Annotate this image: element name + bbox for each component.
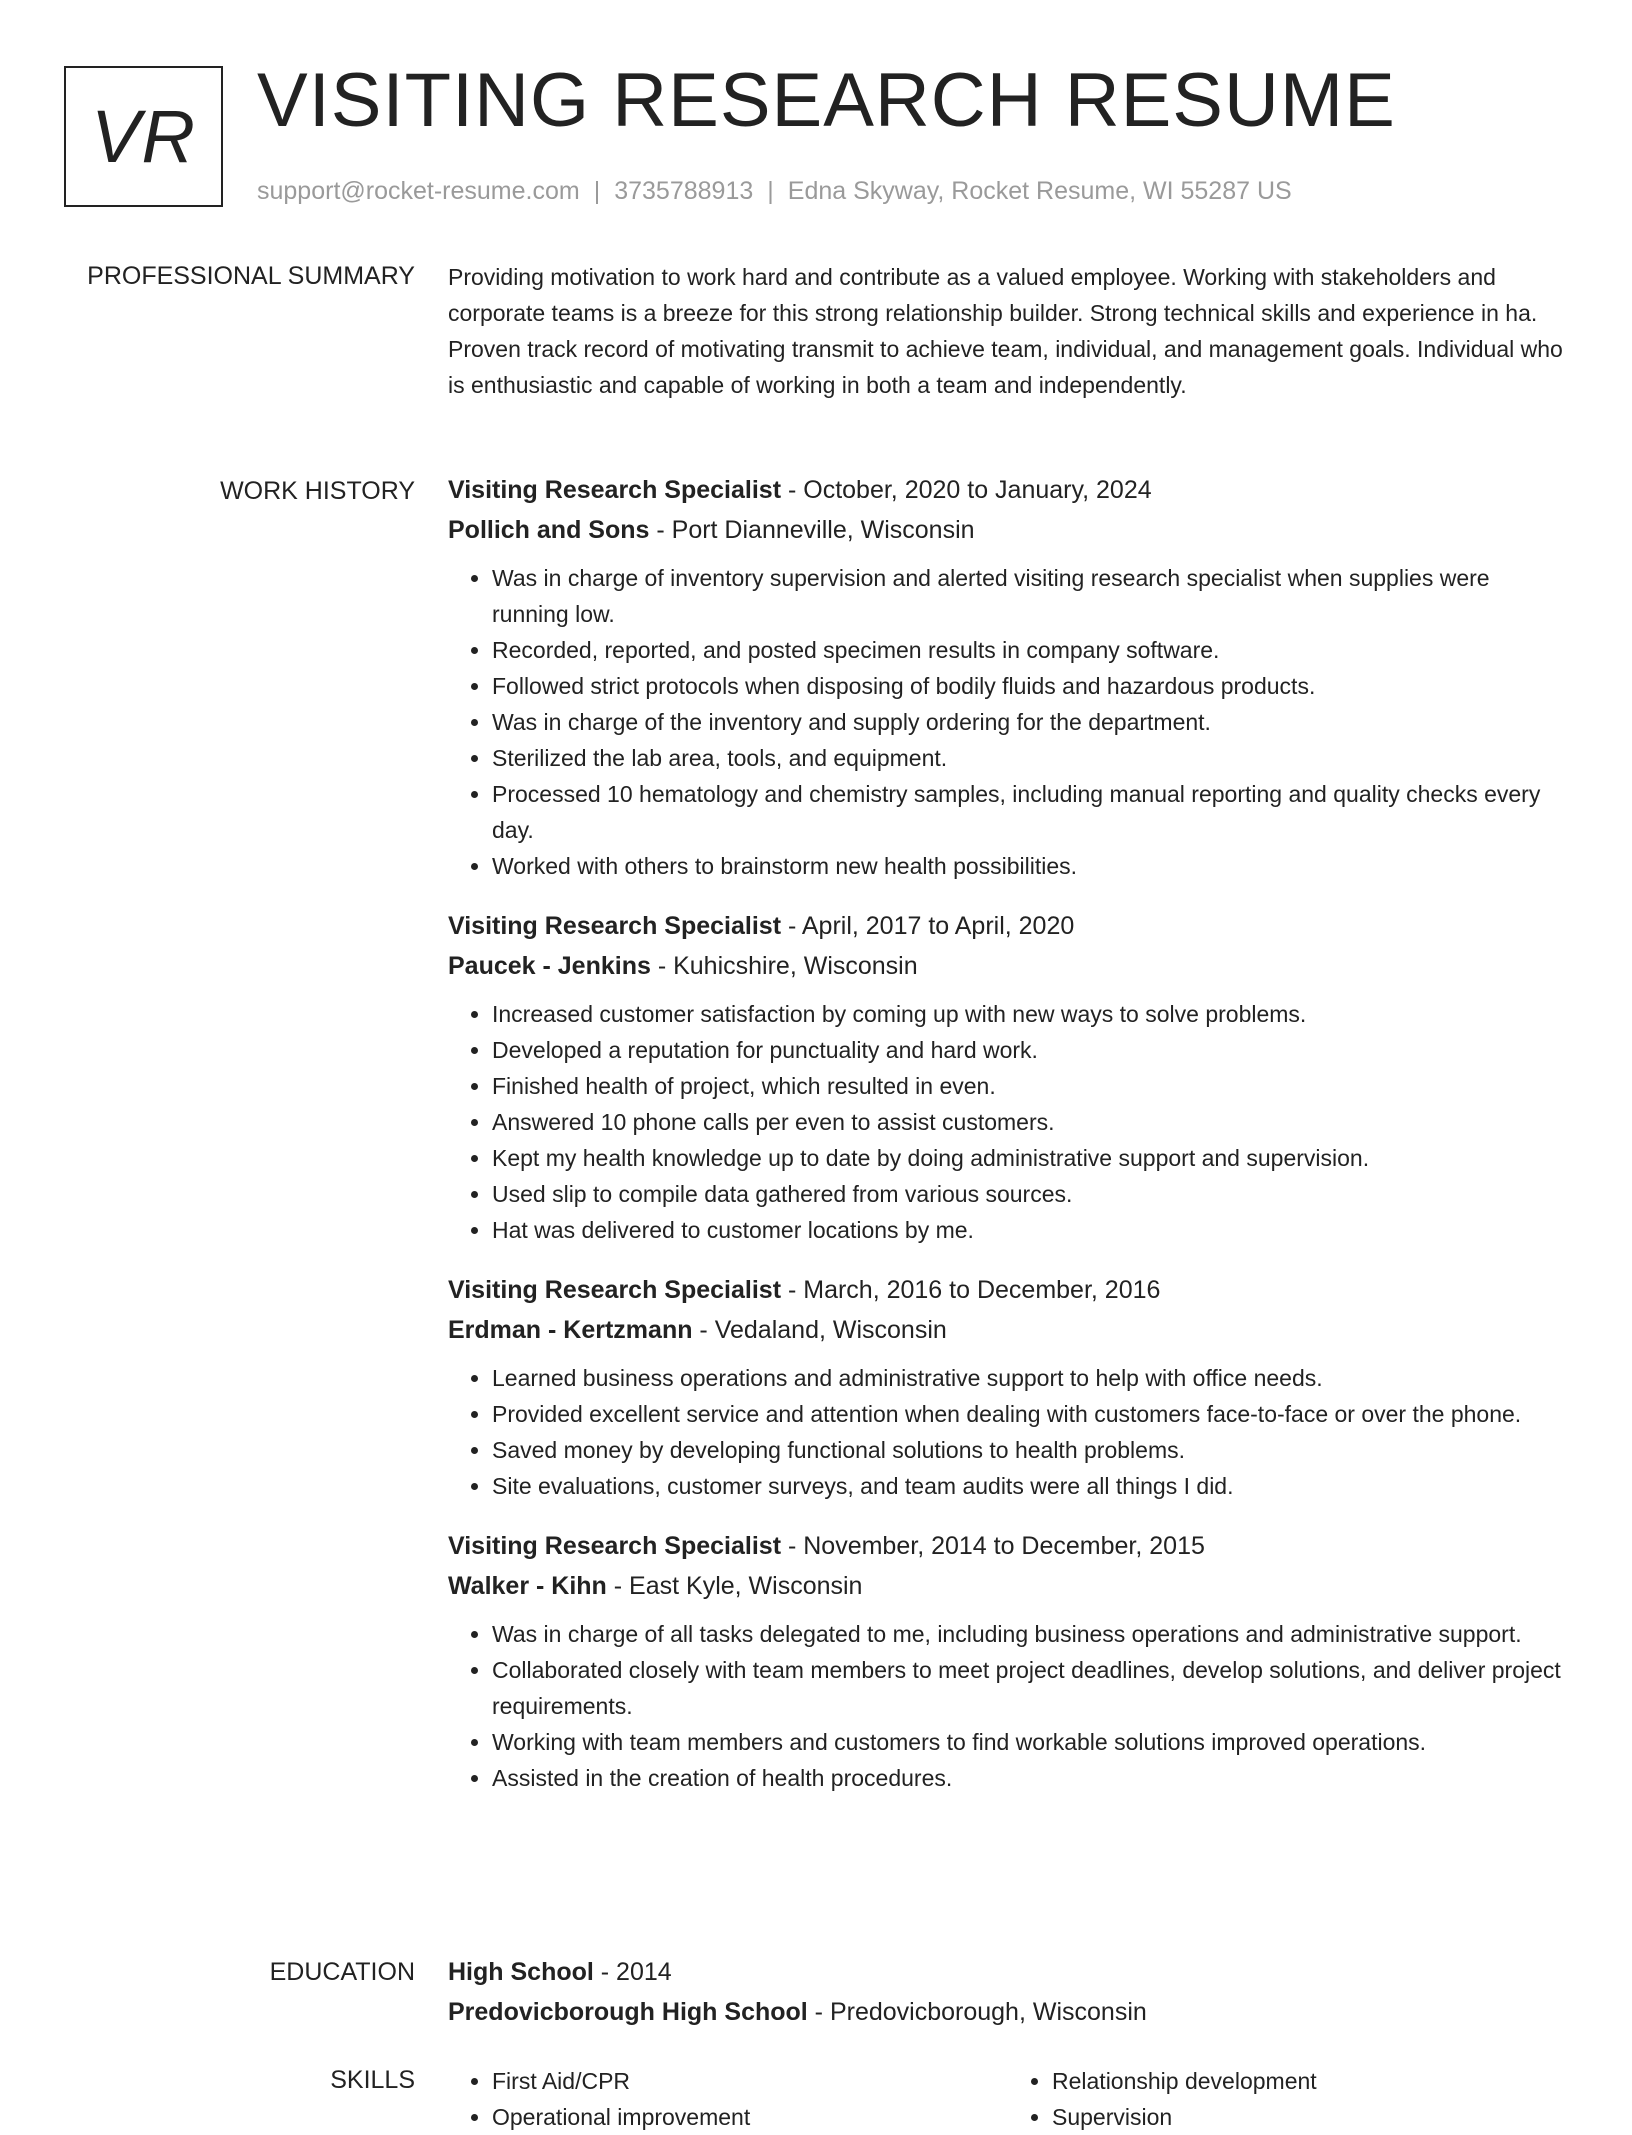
job-company: Pollich and Sons: [448, 516, 650, 544]
job-bullet: • Increased customer satisfaction by coming up with new ways to solve problems.: [492, 996, 1568, 1032]
contact-line: [257, 174, 1292, 208]
job-bullets: [448, 1360, 1568, 1504]
job-company: Erdman - Kertzmann: [448, 1316, 693, 1344]
job-bullets: [448, 560, 1568, 884]
job-bullet: • Provided excellent service and attention when dealing with customers face-to-face or over the phone.: [492, 1396, 1568, 1432]
job-company-line: [448, 946, 1568, 986]
job-entry: [448, 906, 1568, 1248]
contact-address: Edna Skyway, Rocket Resume, WI 55287 US: [787, 177, 1292, 205]
summary-text: Providing motivation to work hard and contribute as a valued employee. Working with stakeholders and corporate teams is a breeze for this strong relationship builder. Strong technical skills and experience in ha. Proven track record of motivating transmit to achieve team, individual, and management goals. Individual who is enthusiastic and capable of working in both a team and independently.: [448, 264, 1563, 398]
job-title-line: [448, 906, 1568, 946]
education-section: [448, 1952, 1568, 2032]
job-company-line: [448, 510, 1568, 550]
job-bullets: [448, 1616, 1568, 1796]
contact-phone: 3735788913: [614, 177, 754, 205]
skills-list-right: [1008, 2063, 1568, 2135]
job-company-line: [448, 1310, 1568, 1350]
skill-item: • Supervision: [1052, 2099, 1568, 2135]
skill-item: • Relationship development: [1052, 2063, 1568, 2099]
section-label-skills: SKILLS: [330, 2066, 415, 2094]
section-label-education: EDUCATION: [269, 1958, 415, 1986]
skills-list-left: [448, 2063, 1008, 2135]
education-school: Predovicborough High School: [448, 1998, 808, 2026]
monogram-logo: VR: [64, 66, 223, 207]
skill-item: • Operational improvement: [492, 2099, 1008, 2135]
job-title: Visiting Research Specialist: [448, 1276, 782, 1304]
job-bullet: • Recorded, reported, and posted specimen results in company software.: [492, 632, 1568, 668]
job-company-line: [448, 1566, 1568, 1606]
contact-separator: |: [767, 177, 774, 205]
job-bullet: • Sterilized the lab area, tools, and equipment.: [492, 740, 1568, 776]
job-bullets: [448, 996, 1568, 1248]
resume-title: VISITING RESEARCH RESUME: [257, 58, 1396, 143]
contact-email: support@rocket-resume.com: [257, 177, 580, 205]
skills-section: [448, 2063, 1568, 2135]
job-company: Paucek - Jenkins: [448, 952, 651, 980]
education-year: - 2014: [593, 1958, 672, 1986]
job-bullet: • Worked with others to brainstorm new health possibilities.: [492, 848, 1568, 884]
education-location: - Predovicborough, Wisconsin: [807, 1998, 1147, 2026]
work-history-section: [448, 470, 1568, 1818]
job-title-line: [448, 1270, 1568, 1310]
job-dates: - October, 2020 to January, 2024: [781, 476, 1152, 504]
education-degree-line: [448, 1952, 1568, 1992]
job-bullet: • Was in charge of inventory supervision and alerted visiting research specialist when supplies were running low.: [492, 560, 1568, 632]
job-title-line: [448, 1526, 1568, 1566]
job-entry: [448, 1526, 1568, 1796]
education-degree: High School: [448, 1958, 594, 1986]
job-bullet: • Was in charge of the inventory and supply ordering for the department.: [492, 704, 1568, 740]
job-bullet: • Processed 10 hematology and chemistry samples, including manual reporting and quality checks every day.: [492, 776, 1568, 848]
job-title: Visiting Research Specialist: [448, 912, 782, 940]
job-bullet: • Saved money by developing functional solutions to health problems.: [492, 1432, 1568, 1468]
job-bullet: • Working with team members and customers to find workable solutions improved operations.: [492, 1724, 1568, 1760]
job-entry: [448, 470, 1568, 884]
job-location: - Kuhicshire, Wisconsin: [650, 952, 918, 980]
job-bullet: • Hat was delivered to customer locations by me.: [492, 1212, 1568, 1248]
job-bullet: • Used slip to compile data gathered from various sources.: [492, 1176, 1568, 1212]
job-bullet: • Developed a reputation for punctuality and hard work.: [492, 1032, 1568, 1068]
job-location: - Port Dianneville, Wisconsin: [649, 516, 975, 544]
job-bullet: • Answered 10 phone calls per even to assist customers.: [492, 1104, 1568, 1140]
job-bullet: • Site evaluations, customer surveys, and team audits were all things I did.: [492, 1468, 1568, 1504]
job-location: - East Kyle, Wisconsin: [606, 1572, 863, 1600]
job-dates: - November, 2014 to December, 2015: [781, 1532, 1205, 1560]
job-dates: - March, 2016 to December, 2016: [781, 1276, 1161, 1304]
skill-item: • First Aid/CPR: [492, 2063, 1008, 2099]
section-label-work-history: WORK HISTORY: [220, 477, 415, 505]
job-bullet: • Finished health of project, which resulted in even.: [492, 1068, 1568, 1104]
contact-separator: |: [593, 177, 601, 205]
job-bullet: • Learned business operations and administrative support to help with office needs.: [492, 1360, 1568, 1396]
section-label-summary: PROFESSIONAL SUMMARY: [87, 262, 415, 290]
job-bullet: • Kept my health knowledge up to date by doing administrative support and supervision.: [492, 1140, 1568, 1176]
job-bullet: • Followed strict protocols when disposing of bodily fluids and hazardous products.: [492, 668, 1568, 704]
job-company: Walker - Kihn: [448, 1572, 607, 1600]
summary-section: [448, 259, 1568, 403]
job-title: Visiting Research Specialist: [448, 476, 782, 504]
education-school-line: [448, 1992, 1568, 2032]
job-location: - Vedaland, Wisconsin: [692, 1316, 947, 1344]
job-title: Visiting Research Specialist: [448, 1532, 782, 1560]
job-bullet: • Was in charge of all tasks delegated to me, including business operations and administrative support.: [492, 1616, 1568, 1652]
job-bullet: • Assisted in the creation of health procedures.: [492, 1760, 1568, 1796]
job-bullet: • Collaborated closely with team members to meet project deadlines, develop solutions, and deliver project requirements.: [492, 1652, 1568, 1724]
job-entry: [448, 1270, 1568, 1504]
job-title-line: [448, 470, 1568, 510]
job-dates: - April, 2017 to April, 2020: [781, 912, 1075, 940]
